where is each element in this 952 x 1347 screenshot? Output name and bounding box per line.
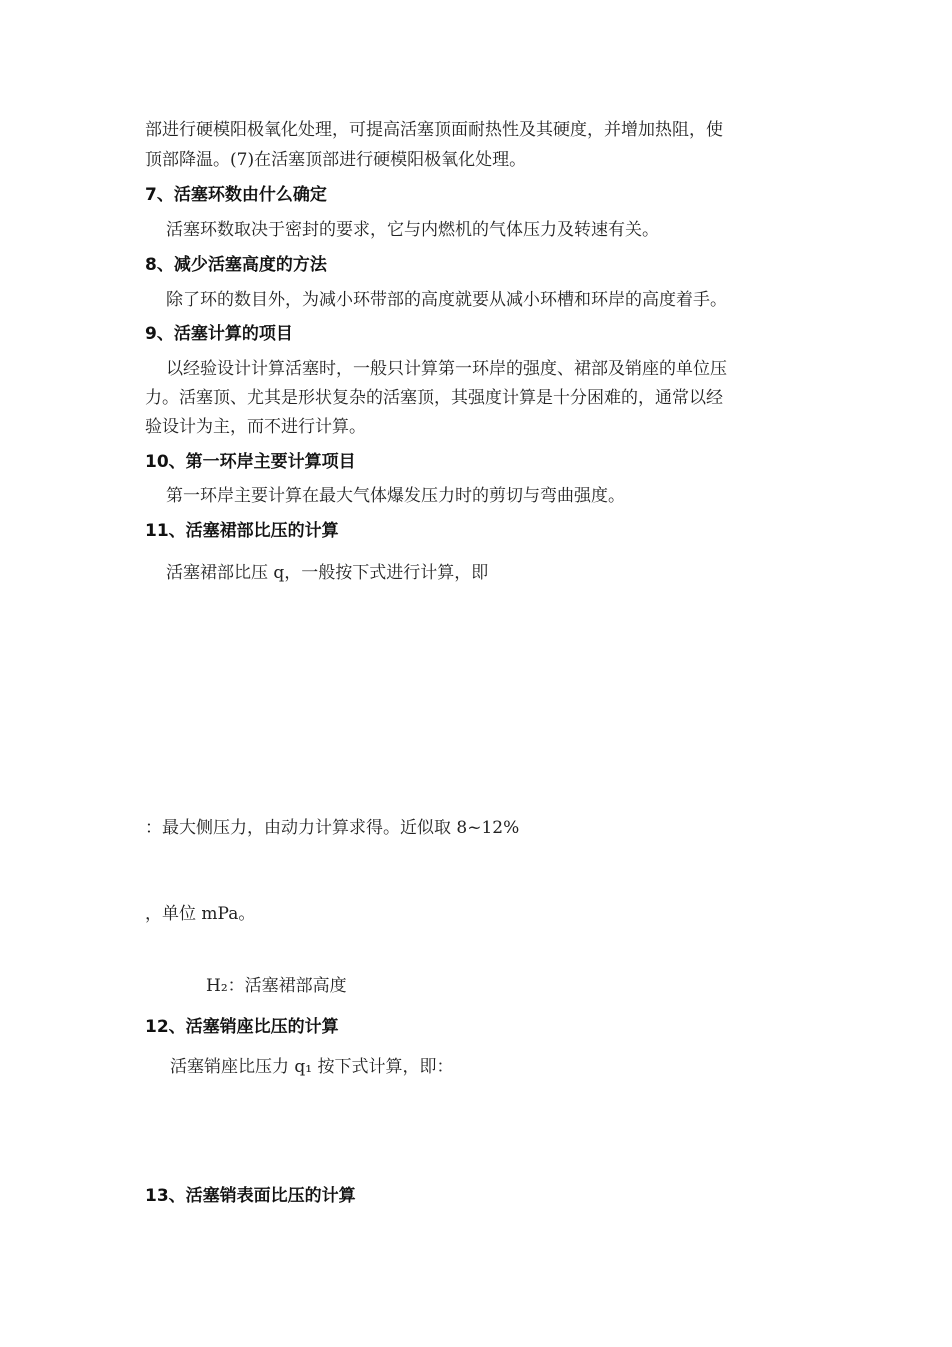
section-heading-8: 8、减少活塞高度的方法	[145, 255, 327, 275]
paragraph-line: 力。活塞顶、尤其是形状复杂的活塞顶，其强度计算是十分困难的，通常以经	[145, 388, 723, 408]
paragraph-line: 活塞环数取决于密封的要求，它与内燃机的气体压力及转速有关。	[166, 220, 659, 240]
section-heading-9: 9、活塞计算的项目	[145, 324, 293, 344]
section-heading-11: 11、活塞裙部比压的计算	[145, 521, 339, 541]
section-heading-13: 13、活塞销表面比压的计算	[145, 1186, 356, 1206]
formula-note: ，单位 mPa。	[145, 904, 256, 924]
section-heading-10: 10、第一环岸主要计算项目	[145, 452, 356, 472]
paragraph-line: 第一环岸主要计算在最大气体爆发压力时的剪切与弯曲强度。	[166, 486, 625, 506]
section-heading-7: 7、活塞环数由什么确定	[145, 185, 327, 205]
paragraph-line: 活塞销座比压力 q₁ 按下式计算，即：	[170, 1057, 454, 1077]
section-heading-12: 12、活塞销座比压的计算	[145, 1017, 339, 1037]
paragraph-line: 验设计为主，而不进行计算。	[145, 417, 366, 437]
formula-note: ：最大侧压力，由动力计算求得。近似取 8~12%	[145, 818, 520, 838]
paragraph-line: 部进行硬模阳极氧化处理，可提高活塞顶面耐热性及其硬度，并增加热阻，使	[145, 120, 723, 140]
formula-note: H₂：活塞裙部高度	[206, 976, 347, 996]
paragraph-line: 以经验设计计算活塞时，一般只计算第一环岸的强度、裙部及销座的单位压	[166, 359, 727, 379]
paragraph-line: 活塞裙部比压 q，一般按下式进行计算，即	[166, 563, 489, 583]
paragraph-line: 顶部降温。(7)在活塞顶部进行硬模阳极氧化处理。	[145, 150, 527, 170]
paragraph-line: 除了环的数目外，为减小环带部的高度就要从减小环槽和环岸的高度着手。	[166, 290, 727, 310]
